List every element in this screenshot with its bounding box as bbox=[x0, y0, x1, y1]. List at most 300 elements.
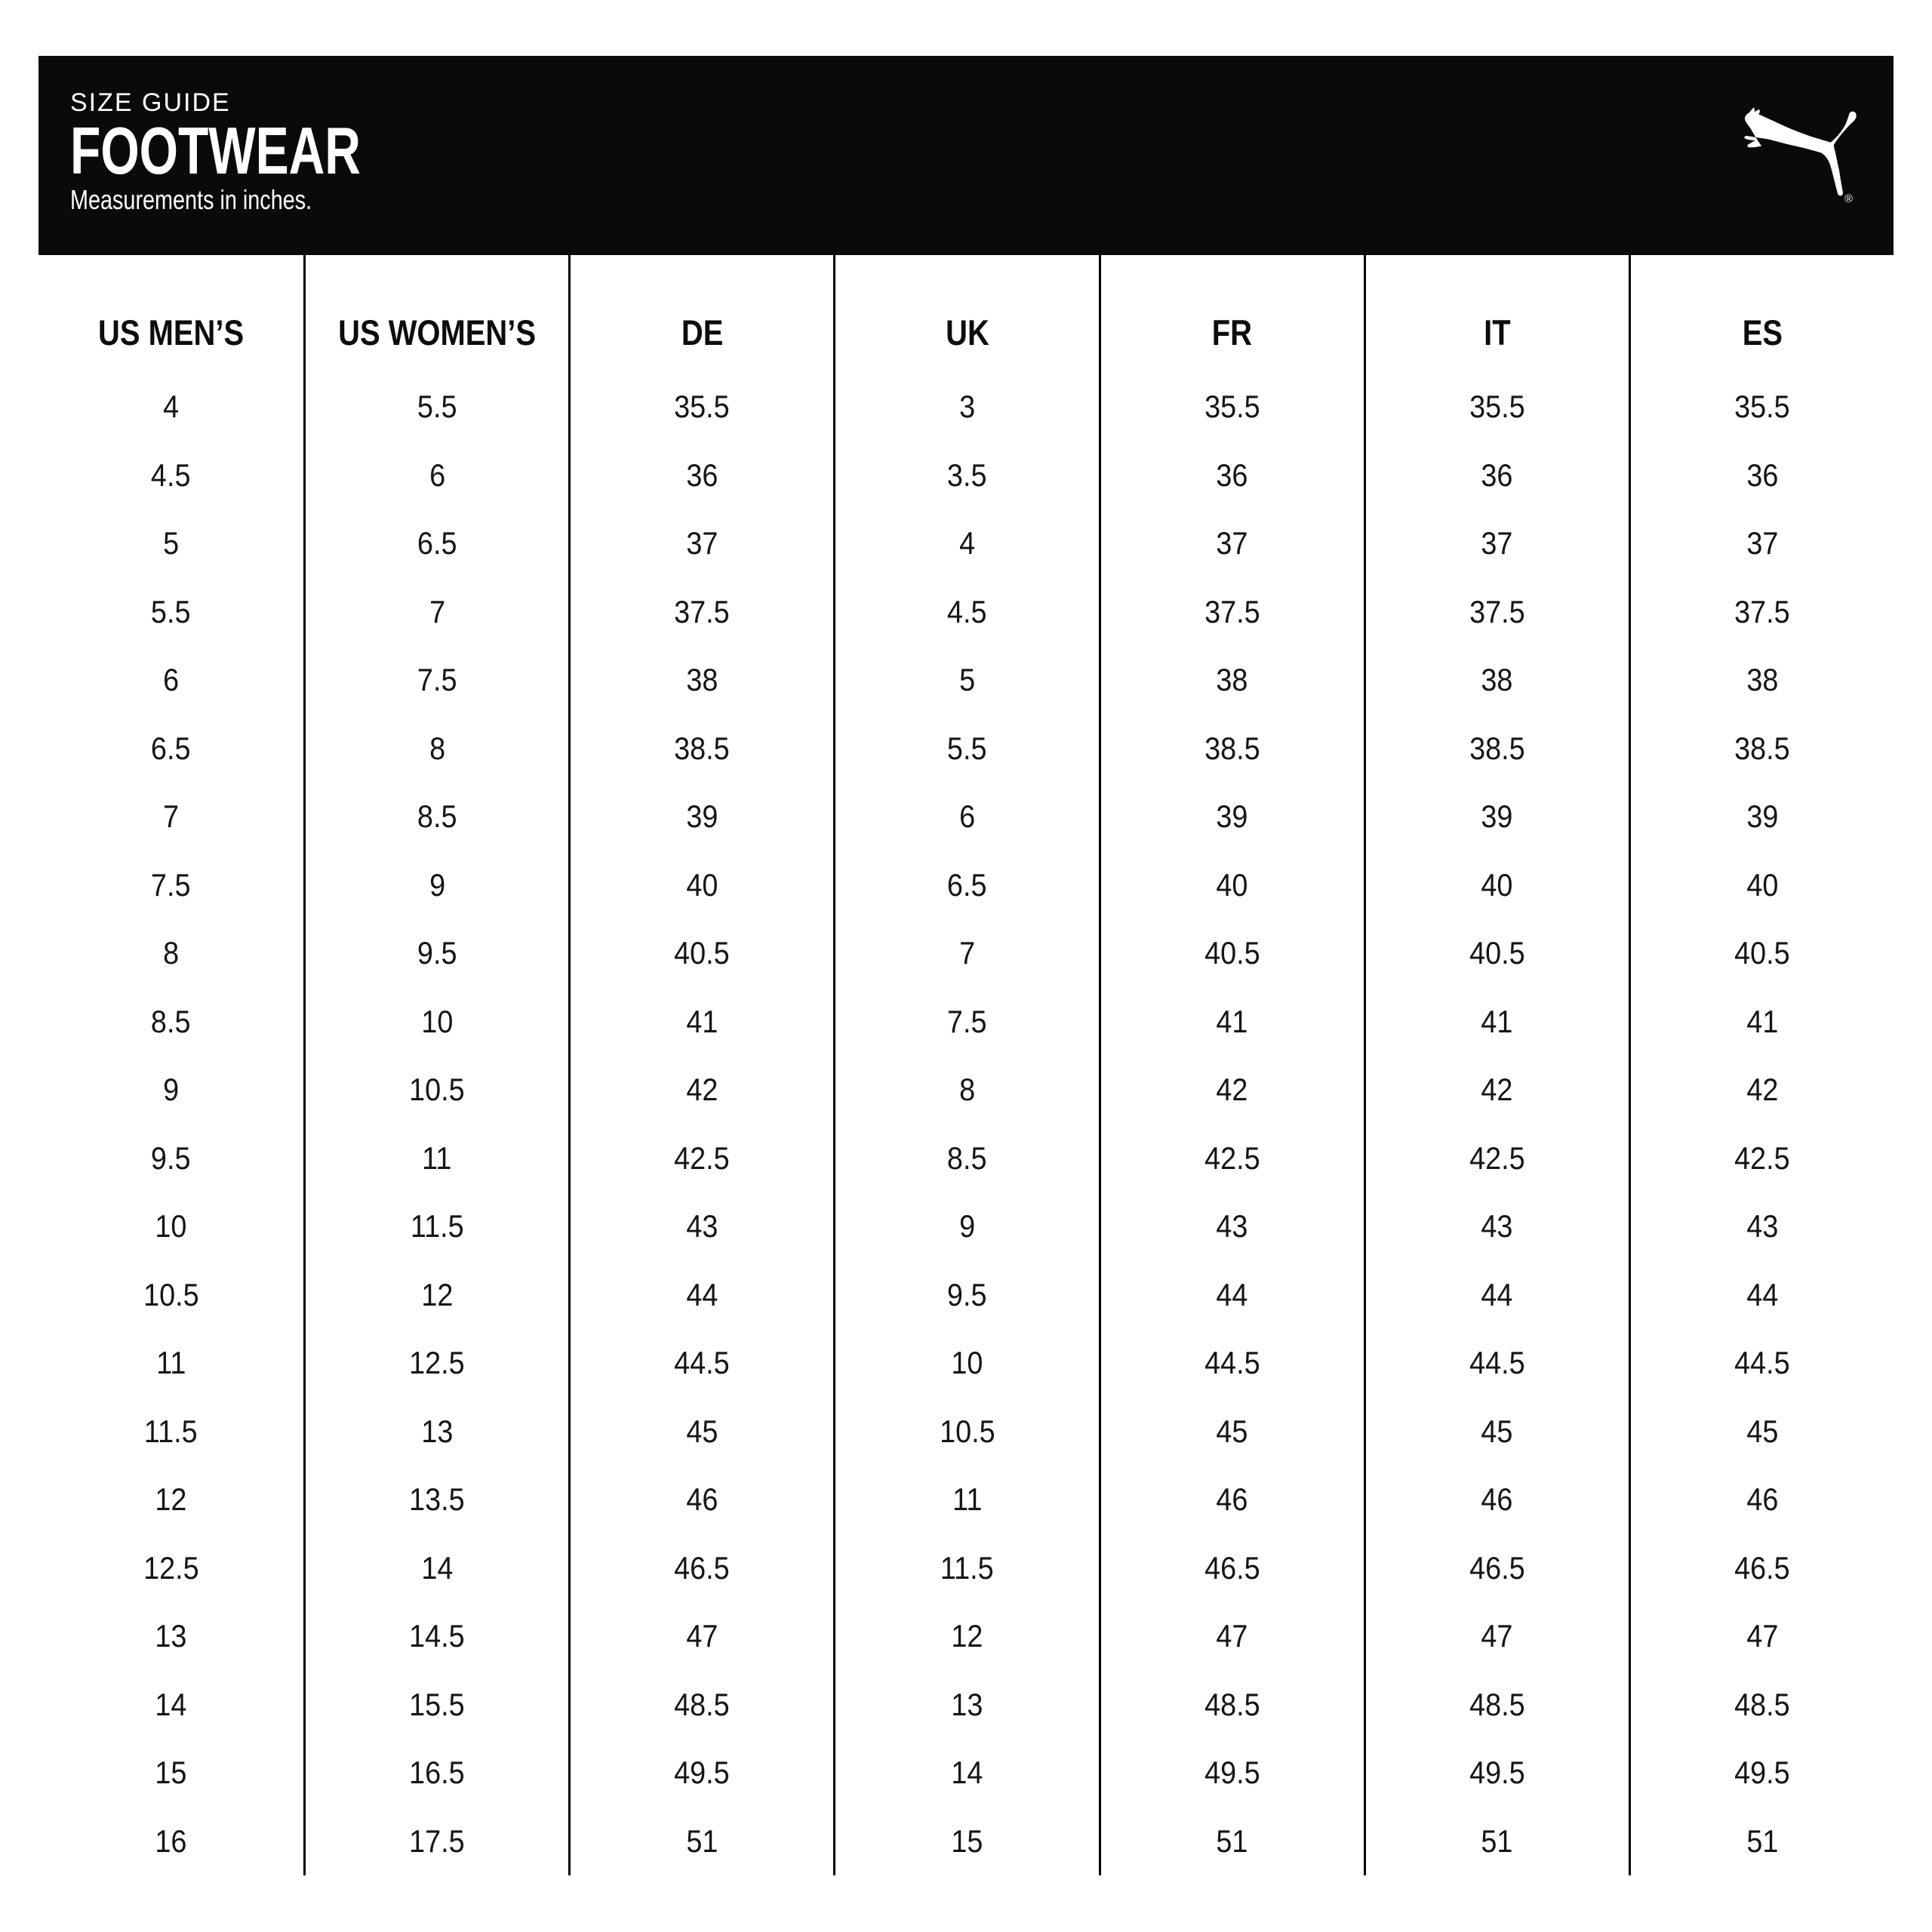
size-value: 35.5 bbox=[674, 389, 731, 425]
table-cell bbox=[306, 1466, 568, 1534]
table-cell bbox=[1366, 715, 1629, 783]
table-cell bbox=[1101, 715, 1364, 783]
table-cell bbox=[1101, 1398, 1364, 1466]
size-value: 11.5 bbox=[410, 1208, 464, 1244]
size-value: 39 bbox=[1481, 798, 1513, 835]
size-value: 14 bbox=[951, 1755, 983, 1791]
size-value: 40.5 bbox=[1734, 935, 1790, 971]
puma-cat-silhouette bbox=[1744, 107, 1856, 195]
table-cell bbox=[1101, 783, 1364, 851]
size-value: 38.5 bbox=[1204, 730, 1260, 766]
table-cell bbox=[835, 1466, 1098, 1534]
table-cell bbox=[306, 1671, 568, 1740]
table-cell bbox=[1101, 1329, 1364, 1398]
size-value: 6 bbox=[163, 662, 180, 698]
table-cell bbox=[1631, 509, 1894, 578]
table-cell bbox=[1101, 1671, 1364, 1740]
table-cell bbox=[835, 1671, 1098, 1740]
size-value: 6 bbox=[958, 798, 976, 835]
table-cell bbox=[1101, 1807, 1364, 1876]
table-cell bbox=[571, 783, 833, 851]
size-value: 38.5 bbox=[1469, 730, 1525, 766]
table-cell bbox=[1631, 1124, 1894, 1193]
table-cell bbox=[38, 851, 303, 920]
size-value: 47 bbox=[1216, 1618, 1248, 1654]
table-cell bbox=[38, 988, 303, 1057]
size-value: 44.5 bbox=[1204, 1345, 1260, 1381]
table-cell bbox=[306, 1261, 568, 1330]
table-cell bbox=[38, 1192, 303, 1261]
table-cell bbox=[1366, 1192, 1629, 1261]
table-cell bbox=[571, 646, 833, 715]
size-value: 46 bbox=[1216, 1481, 1248, 1518]
table-cell bbox=[835, 509, 1098, 578]
table-cell bbox=[571, 1534, 833, 1603]
column-header bbox=[38, 255, 303, 373]
size-value: 10.5 bbox=[939, 1413, 995, 1449]
size-value: 6.5 bbox=[947, 866, 987, 903]
table-cell bbox=[306, 1056, 568, 1124]
size-value: 46.5 bbox=[1469, 1549, 1525, 1586]
size-value: 37 bbox=[1216, 525, 1248, 561]
size-value: 48.5 bbox=[1734, 1686, 1790, 1722]
size-value: 17.5 bbox=[409, 1823, 465, 1859]
table-cell bbox=[571, 441, 833, 510]
table-cell bbox=[1366, 1056, 1629, 1124]
size-value: 5.5 bbox=[417, 389, 457, 425]
size-value: 40 bbox=[1746, 866, 1778, 903]
table-cell bbox=[306, 1534, 568, 1603]
table-cell bbox=[1631, 373, 1894, 441]
size-value: 37 bbox=[1746, 525, 1778, 561]
size-value: 37.5 bbox=[1734, 593, 1790, 629]
table-cell bbox=[306, 1739, 568, 1807]
table-cell bbox=[306, 715, 568, 783]
table-cell bbox=[1101, 1261, 1364, 1330]
table-cell bbox=[38, 646, 303, 715]
size-value: 9.5 bbox=[947, 1276, 987, 1312]
table-cell bbox=[571, 1192, 833, 1261]
size-value: 49.5 bbox=[1734, 1755, 1790, 1791]
size-value: 3.5 bbox=[947, 457, 987, 493]
table-cell bbox=[1366, 988, 1629, 1057]
table-cell bbox=[1631, 1398, 1894, 1466]
size-value: 4 bbox=[163, 389, 180, 425]
size-value: 41 bbox=[1746, 1003, 1778, 1039]
size-value: 7 bbox=[958, 935, 976, 971]
size-value: 12.5 bbox=[143, 1549, 199, 1586]
size-value: 15.5 bbox=[409, 1686, 465, 1722]
table-cell bbox=[571, 1261, 833, 1330]
eyebrow-label: SIZE GUIDE bbox=[70, 88, 231, 117]
table-cell bbox=[38, 919, 303, 988]
size-value: 8 bbox=[163, 935, 180, 971]
table-column bbox=[833, 255, 1098, 1875]
size-value: 45 bbox=[686, 1413, 718, 1449]
size-value: 12 bbox=[421, 1276, 454, 1312]
size-value: 8.5 bbox=[417, 798, 457, 835]
size-value: 47 bbox=[1746, 1618, 1778, 1654]
table-cell bbox=[306, 1602, 568, 1671]
table-cell bbox=[306, 988, 568, 1057]
table-cell bbox=[571, 715, 833, 783]
size-value: 13.5 bbox=[409, 1481, 465, 1518]
table-cell bbox=[1101, 1534, 1364, 1603]
size-value: 46.5 bbox=[674, 1549, 731, 1586]
table-cell bbox=[1631, 441, 1894, 510]
size-value: 6.5 bbox=[417, 525, 457, 561]
size-value: 38.5 bbox=[674, 730, 731, 766]
size-value: 12 bbox=[155, 1481, 187, 1518]
size-value: 41 bbox=[686, 1003, 718, 1039]
size-value: 35.5 bbox=[1204, 389, 1260, 425]
table-cell bbox=[835, 988, 1098, 1057]
size-value: 47 bbox=[1481, 1618, 1513, 1654]
table-cell bbox=[835, 1192, 1098, 1261]
size-value: 14 bbox=[155, 1686, 187, 1722]
size-value: 8.5 bbox=[947, 1140, 987, 1176]
size-value: 44 bbox=[686, 1276, 718, 1312]
size-value: 40 bbox=[686, 866, 718, 903]
size-value: 46.5 bbox=[1204, 1549, 1260, 1586]
size-value: 45 bbox=[1216, 1413, 1248, 1449]
size-value: 4.5 bbox=[947, 593, 987, 629]
table-cell bbox=[835, 373, 1098, 441]
size-value: 12.5 bbox=[409, 1345, 465, 1381]
table-cell bbox=[1101, 851, 1364, 920]
size-value: 4 bbox=[958, 525, 976, 561]
size-value: 13 bbox=[951, 1686, 983, 1722]
size-value: 49.5 bbox=[1469, 1755, 1525, 1791]
table-cell bbox=[835, 1398, 1098, 1466]
table-cell bbox=[38, 1056, 303, 1124]
size-value: 8 bbox=[429, 730, 445, 766]
size-value: 37.5 bbox=[674, 593, 731, 629]
size-value: 40 bbox=[1481, 866, 1513, 903]
size-value: 39 bbox=[686, 798, 718, 835]
table-cell bbox=[571, 1398, 833, 1466]
size-value: 47 bbox=[686, 1618, 718, 1654]
table-cell bbox=[1366, 1534, 1629, 1603]
size-value: 40.5 bbox=[1204, 935, 1260, 971]
table-cell bbox=[1101, 441, 1364, 510]
column-header bbox=[835, 255, 1098, 373]
size-value: 45 bbox=[1481, 1413, 1513, 1449]
table-column bbox=[1099, 255, 1364, 1875]
column-header bbox=[1101, 255, 1364, 373]
size-value: 43 bbox=[686, 1208, 718, 1244]
size-value: 42.5 bbox=[1734, 1140, 1790, 1176]
table-cell bbox=[1101, 1602, 1364, 1671]
table-cell bbox=[306, 509, 568, 578]
table-cell bbox=[571, 988, 833, 1057]
size-value: 3 bbox=[958, 389, 976, 425]
table-cell bbox=[38, 1466, 303, 1534]
table-cell bbox=[306, 441, 568, 510]
table-cell bbox=[1366, 1398, 1629, 1466]
table-cell bbox=[1101, 1056, 1364, 1124]
table-cell bbox=[571, 578, 833, 647]
table-cell bbox=[1101, 373, 1364, 441]
size-value: 41 bbox=[1216, 1003, 1248, 1039]
table-cell bbox=[1631, 1329, 1894, 1398]
size-value: 6 bbox=[429, 457, 445, 493]
table-cell bbox=[1101, 1124, 1364, 1193]
size-value: 51 bbox=[1481, 1823, 1513, 1859]
size-value: 44.5 bbox=[674, 1345, 731, 1381]
size-value: 37.5 bbox=[1469, 593, 1525, 629]
size-value: 7.5 bbox=[947, 1003, 987, 1039]
size-value: 35.5 bbox=[1734, 389, 1790, 425]
size-value: 51 bbox=[1216, 1823, 1248, 1859]
size-value: 15 bbox=[155, 1755, 187, 1791]
size-value: 46.5 bbox=[1734, 1549, 1790, 1586]
table-cell bbox=[1631, 851, 1894, 920]
table-cell bbox=[1366, 441, 1629, 510]
table-cell bbox=[1631, 988, 1894, 1057]
table-cell bbox=[306, 373, 568, 441]
table-cell bbox=[1366, 1671, 1629, 1740]
table-cell bbox=[1631, 715, 1894, 783]
column-header-label: US MEN’S bbox=[98, 312, 245, 352]
size-value: 42 bbox=[1746, 1072, 1778, 1108]
table-cell bbox=[835, 1807, 1098, 1876]
column-header-label: ES bbox=[1742, 312, 1783, 352]
table-cell bbox=[38, 1671, 303, 1740]
units-note: Measurements in inches. bbox=[70, 184, 312, 215]
size-value: 40 bbox=[1216, 866, 1248, 903]
size-value: 10 bbox=[155, 1208, 187, 1244]
table-cell bbox=[1631, 1466, 1894, 1534]
size-value: 35.5 bbox=[1469, 389, 1525, 425]
table-cell bbox=[835, 646, 1098, 715]
size-value: 42.5 bbox=[1469, 1140, 1525, 1176]
table-cell bbox=[38, 1534, 303, 1603]
table-cell bbox=[1631, 1671, 1894, 1740]
table-cell bbox=[38, 715, 303, 783]
table-cell bbox=[571, 1466, 833, 1534]
table-cell bbox=[835, 851, 1098, 920]
table-cell bbox=[38, 1261, 303, 1330]
size-value: 9.5 bbox=[151, 1140, 191, 1176]
size-value: 42 bbox=[1216, 1072, 1248, 1108]
size-value: 38 bbox=[1746, 662, 1778, 698]
size-value: 48.5 bbox=[1204, 1686, 1260, 1722]
size-value: 37 bbox=[686, 525, 718, 561]
table-cell bbox=[1366, 373, 1629, 441]
column-header-label: DE bbox=[681, 312, 724, 352]
table-cell bbox=[306, 1329, 568, 1398]
size-value: 13 bbox=[421, 1413, 454, 1449]
column-header-label: US WOMEN’S bbox=[338, 312, 537, 352]
size-value: 39 bbox=[1216, 798, 1248, 835]
table-cell bbox=[835, 441, 1098, 510]
table-cell bbox=[1366, 851, 1629, 920]
size-value: 43 bbox=[1216, 1208, 1248, 1244]
size-value: 38 bbox=[1481, 662, 1513, 698]
table-cell bbox=[571, 509, 833, 578]
size-value: 38 bbox=[686, 662, 718, 698]
table-cell bbox=[1366, 1739, 1629, 1807]
size-value: 5 bbox=[163, 525, 180, 561]
size-value: 42 bbox=[1481, 1072, 1513, 1108]
table-cell bbox=[571, 1329, 833, 1398]
table-cell bbox=[1631, 1739, 1894, 1807]
table-column bbox=[303, 255, 568, 1875]
size-value: 14 bbox=[421, 1549, 454, 1586]
table-cell bbox=[571, 919, 833, 988]
table-cell bbox=[38, 1124, 303, 1193]
column-header bbox=[1366, 255, 1629, 373]
table-cell bbox=[1366, 1602, 1629, 1671]
table-cell bbox=[306, 578, 568, 647]
table-cell bbox=[306, 851, 568, 920]
table-cell bbox=[306, 783, 568, 851]
table-cell bbox=[835, 578, 1098, 647]
size-value: 16 bbox=[155, 1823, 187, 1859]
size-value: 37 bbox=[1481, 525, 1513, 561]
size-value: 6.5 bbox=[151, 730, 191, 766]
size-value: 44 bbox=[1746, 1276, 1778, 1312]
size-value: 15 bbox=[951, 1823, 983, 1859]
size-value: 38 bbox=[1216, 662, 1248, 698]
size-value: 8.5 bbox=[151, 1003, 191, 1039]
size-value: 40.5 bbox=[674, 935, 731, 971]
table-cell bbox=[306, 646, 568, 715]
size-value: 46 bbox=[1481, 1481, 1513, 1518]
table-cell bbox=[1631, 1056, 1894, 1124]
table-cell bbox=[571, 1602, 833, 1671]
table-column bbox=[1364, 255, 1629, 1875]
size-value: 7 bbox=[429, 593, 445, 629]
size-value: 43 bbox=[1481, 1208, 1513, 1244]
size-value: 5.5 bbox=[151, 593, 191, 629]
table-cell bbox=[1101, 646, 1364, 715]
table-cell bbox=[306, 1398, 568, 1466]
page-title: FOOTWEAR bbox=[70, 113, 361, 188]
table-cell bbox=[835, 1329, 1098, 1398]
size-value: 7 bbox=[163, 798, 180, 835]
size-value: 5.5 bbox=[947, 730, 987, 766]
size-value: 4.5 bbox=[151, 457, 191, 493]
size-value: 11 bbox=[952, 1481, 983, 1518]
table-cell bbox=[1631, 578, 1894, 647]
size-value: 48.5 bbox=[1469, 1686, 1525, 1722]
size-value: 11 bbox=[155, 1345, 186, 1381]
table-cell bbox=[38, 1602, 303, 1671]
table-cell bbox=[1101, 578, 1364, 647]
table-cell bbox=[1366, 1124, 1629, 1193]
table-cell bbox=[1101, 1739, 1364, 1807]
size-value: 10 bbox=[951, 1345, 983, 1381]
size-value: 46 bbox=[1746, 1481, 1778, 1518]
size-value: 13 bbox=[155, 1618, 187, 1654]
table-cell bbox=[835, 715, 1098, 783]
table-cell bbox=[38, 441, 303, 510]
table-cell bbox=[38, 578, 303, 647]
table-cell bbox=[38, 783, 303, 851]
table-cell bbox=[571, 851, 833, 920]
table-cell bbox=[38, 1739, 303, 1807]
column-header-label: IT bbox=[1484, 312, 1511, 352]
size-value: 48.5 bbox=[674, 1686, 731, 1722]
table-cell bbox=[1631, 919, 1894, 988]
table-cell bbox=[835, 919, 1098, 988]
size-value: 44.5 bbox=[1469, 1345, 1525, 1381]
size-value: 36 bbox=[1481, 457, 1513, 493]
table-cell bbox=[571, 1124, 833, 1193]
table-cell bbox=[835, 1056, 1098, 1124]
size-value: 9 bbox=[958, 1208, 976, 1244]
column-header bbox=[1631, 255, 1894, 373]
size-value: 39 bbox=[1746, 798, 1778, 835]
size-value: 42.5 bbox=[1204, 1140, 1260, 1176]
header bbox=[38, 56, 1894, 255]
table-cell bbox=[571, 373, 833, 441]
size-value: 11.5 bbox=[940, 1549, 994, 1586]
table-cell bbox=[1631, 646, 1894, 715]
size-value: 16.5 bbox=[409, 1755, 465, 1791]
size-table bbox=[38, 255, 1894, 1875]
size-value: 10.5 bbox=[409, 1072, 465, 1108]
table-cell bbox=[1101, 1192, 1364, 1261]
table-column bbox=[568, 255, 833, 1875]
table-cell bbox=[1366, 578, 1629, 647]
table-cell bbox=[1101, 919, 1364, 988]
column-header bbox=[306, 255, 568, 373]
table-cell bbox=[38, 373, 303, 441]
table-cell bbox=[835, 1739, 1098, 1807]
size-value: 14.5 bbox=[409, 1618, 465, 1654]
table-cell bbox=[306, 1807, 568, 1876]
size-value: 43 bbox=[1746, 1208, 1778, 1244]
table-cell bbox=[1631, 1807, 1894, 1876]
table-cell bbox=[1101, 509, 1364, 578]
size-value: 44 bbox=[1481, 1276, 1513, 1312]
table-cell bbox=[38, 1329, 303, 1398]
size-value: 38.5 bbox=[1734, 730, 1790, 766]
size-value: 44.5 bbox=[1734, 1345, 1790, 1381]
table-cell bbox=[1366, 1329, 1629, 1398]
column-header-label: UK bbox=[945, 312, 989, 352]
table-cell bbox=[1366, 919, 1629, 988]
table-cell bbox=[571, 1671, 833, 1740]
puma-logo-icon bbox=[1737, 106, 1865, 208]
table-cell bbox=[835, 1534, 1098, 1603]
size-value: 36 bbox=[1216, 457, 1248, 493]
table-cell bbox=[1631, 783, 1894, 851]
table-cell bbox=[835, 1602, 1098, 1671]
size-value: 36 bbox=[1746, 457, 1778, 493]
size-value: 10 bbox=[421, 1003, 454, 1039]
table-column bbox=[1629, 255, 1894, 1875]
table-cell bbox=[306, 1124, 568, 1193]
size-value: 40.5 bbox=[1469, 935, 1525, 971]
size-value: 11 bbox=[422, 1140, 452, 1176]
table-cell bbox=[38, 1398, 303, 1466]
table-cell bbox=[1366, 783, 1629, 851]
size-value: 9.5 bbox=[417, 935, 457, 971]
table-cell bbox=[38, 1807, 303, 1876]
size-value: 51 bbox=[686, 1823, 718, 1859]
table-cell bbox=[1366, 646, 1629, 715]
table-cell bbox=[1631, 1534, 1894, 1603]
size-value: 42.5 bbox=[674, 1140, 731, 1176]
size-value: 11.5 bbox=[144, 1413, 198, 1449]
table-cell bbox=[1366, 1261, 1629, 1330]
table-cell bbox=[1366, 1466, 1629, 1534]
table-cell bbox=[571, 1807, 833, 1876]
